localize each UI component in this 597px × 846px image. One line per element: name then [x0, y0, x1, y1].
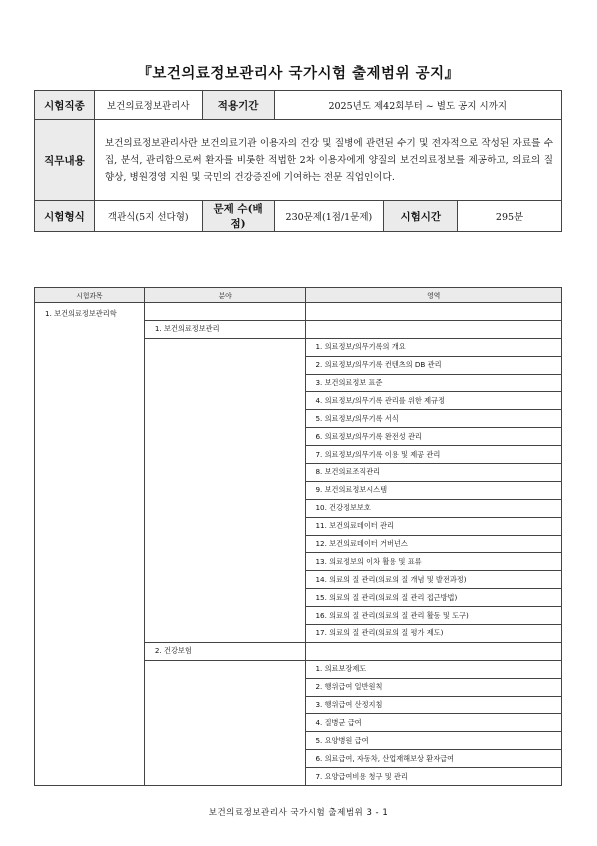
- period-value: 2025년도 제42회부터 ~ 별도 공지 시까지: [274, 91, 561, 120]
- area-cell: 1. 의료보장제도: [306, 660, 562, 678]
- count-value: 230문제(1점/1문제): [274, 201, 384, 232]
- area-cell: 15. 의료의 질 관리(의료의 질 관리 접근방법): [306, 589, 562, 607]
- field-label: 1. 보건의료정보관리: [145, 321, 307, 339]
- area-cell: 5. 의료정보/의무기록 서식: [306, 410, 562, 428]
- format-label: 시험형식: [35, 201, 95, 232]
- field-label: 2. 건강보험: [145, 643, 307, 661]
- area-cell: 1. 의료정보/의무기록의 개요: [306, 338, 562, 356]
- subject-cell: 1. 보건의료정보관리학: [35, 303, 145, 786]
- exam-info-table: [34, 90, 562, 232]
- area-cell: 2. 의료정보/의무기록 컨텐츠의 DB 관리: [306, 356, 562, 374]
- area-cell: 2. 행위급여 일반원칙: [306, 678, 562, 696]
- job-value: 보건의료정보관리사: [94, 91, 202, 120]
- page-title: 『보건의료정보관리사 국가시험 출제범위 공지』: [137, 65, 460, 82]
- area-cell: 4. 질병군 급여: [306, 714, 562, 732]
- area-cell: 14. 의료의 질 관리(의료의 질 개념 및 발전과정): [306, 571, 562, 589]
- area-cell: 6. 의료급여, 자동차, 산업재해보상 환자급여: [306, 750, 562, 768]
- area-cell: 10. 건강정보보호: [306, 499, 562, 517]
- time-value: 295분: [458, 201, 562, 232]
- area-cell: 5. 요양병원 급여: [306, 732, 562, 750]
- area-cell: 13. 의료정보의 이차 활용 및 표류: [306, 553, 562, 571]
- area-cell: 16. 의료의 질 관리(의료의 질 관리 활동 및 도구): [306, 607, 562, 625]
- empty-cell: [306, 303, 562, 321]
- duty-description: 보건의료정보관리사란 보건의료기관 이용자의 건강 및 질병에 관련된 수기 및 전자적으로 작성된 자료를 수집, 분석, 관리함으로써 환자를 비롯한 적법한 2차 이용자에게 양질의 보건의료정보를 제공하고, 의료의 질 향상, 병원경영 지원 및 국민의 건강증진에 기여하는 전문 직업인이다.: [94, 120, 561, 201]
- area-cell: 6. 의료정보/의무기록 완전성 관리: [306, 428, 562, 446]
- field-cell: [144, 642, 306, 785]
- duty-label: 직무내용: [35, 120, 95, 201]
- area-cell: 3. 보건의료정보 표준: [306, 374, 562, 392]
- area-cell: 7. 요양급여비용 청구 및 관리: [306, 768, 562, 786]
- area-cell: 3. 행위급여 산정지침: [306, 696, 562, 714]
- page-footer: 보건의료정보관리사 국가시험 출제범위 3 - 1: [208, 808, 389, 818]
- exam-scope-table: [34, 287, 562, 786]
- period-label: 적용기간: [202, 91, 274, 120]
- format-value: 객관식(5지 선다형): [94, 201, 202, 232]
- area-cell: 8. 보건의료조직관리: [306, 464, 562, 482]
- time-label: 시험시간: [384, 201, 458, 232]
- header-area: 영역: [306, 288, 562, 303]
- job-label: 시험직종: [35, 91, 95, 120]
- empty-cell: [144, 303, 306, 321]
- area-cell: 4. 의료정보/의무기록 관리를 위한 제규정: [306, 392, 562, 410]
- area-cell: 7. 의료정보/의무기록 이용 및 제공 관리: [306, 446, 562, 464]
- area-cell: 17. 의료의 질 관리(의료의 질 평가 제도): [306, 625, 562, 643]
- area-cell: 9. 보건의료정보시스템: [306, 481, 562, 499]
- area-cell: 12. 보건의료데이터 거버넌스: [306, 535, 562, 553]
- area-cell: 11. 보건의료데이터 관리: [306, 517, 562, 535]
- header-field: 분야: [144, 288, 306, 303]
- empty-cell: [306, 320, 562, 338]
- field-cell: [144, 320, 306, 642]
- empty-cell: [306, 642, 562, 660]
- header-subject: 시험과목: [35, 288, 145, 303]
- count-label: 문제 수(배점): [202, 201, 274, 232]
